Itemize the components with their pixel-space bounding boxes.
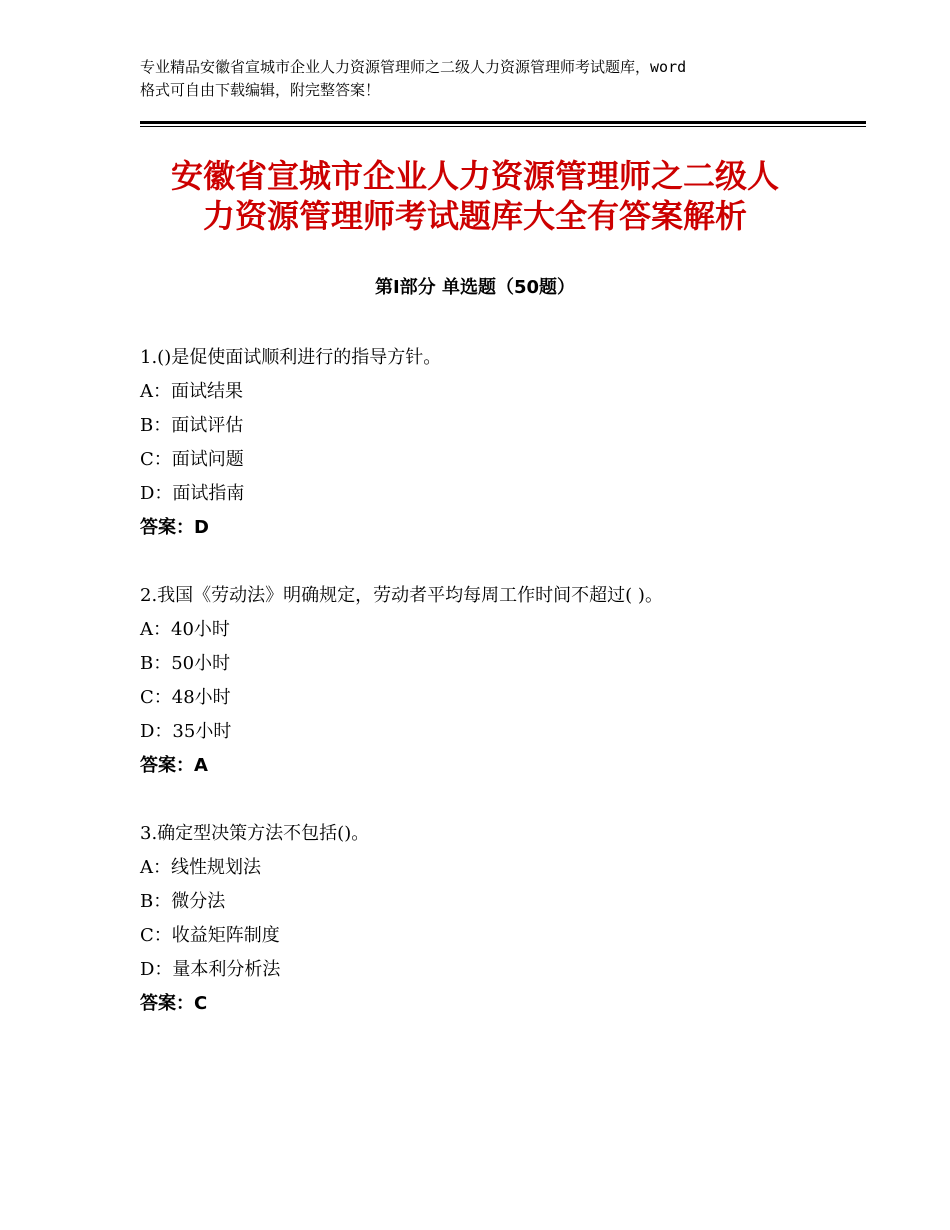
question-stem: 2.我国《劳动法》明确规定，劳动者平均每周工作时间不超过( )。 [140, 585, 663, 606]
option-d: D：量本利分析法 [140, 959, 281, 980]
option-c: C：48小时 [140, 687, 231, 708]
option-b: B：50小时 [140, 653, 231, 674]
section-heading: 第Ⅰ部分 单选题（50题） [374, 277, 575, 298]
option-d: D：35小时 [140, 721, 232, 742]
question-stem: 3.确定型决策方法不包括()。 [140, 823, 370, 844]
option-d: D：面试指南 [140, 483, 245, 504]
question-stem: 1.()是促使面试顺利进行的指导方针。 [140, 347, 442, 368]
option-b: B：微分法 [140, 891, 226, 912]
header-rule-thick [140, 121, 866, 124]
question-list [140, 341, 860, 1055]
header-rule-thin [140, 126, 866, 127]
document-title-line-2: 力资源管理师考试题库大全有答案解析 [202, 197, 747, 235]
question-3 [140, 817, 860, 1021]
question-1 [140, 341, 860, 545]
option-b: B：面试评估 [140, 415, 244, 436]
option-a: A：线性规划法 [140, 857, 261, 878]
question-2 [140, 579, 860, 783]
answer: 答案：A [140, 755, 208, 776]
option-c: C：收益矩阵制度 [140, 925, 280, 946]
answer: 答案：C [140, 993, 208, 1014]
option-a: A：40小时 [140, 619, 230, 640]
document-title-line-1: 安徽省宣城市企业人力资源管理师之二级人 [170, 157, 779, 195]
option-c: C：面试问题 [140, 449, 244, 470]
option-a: A：面试结果 [140, 381, 243, 402]
document-title [100, 156, 850, 236]
answer: 答案：D [140, 517, 209, 538]
header-note [140, 56, 830, 102]
header-note-line-2: 格式可自由下载编辑，附完整答案！ [140, 81, 381, 99]
header-note-line-1: 专业精品安徽省宣城市企业人力资源管理师之二级人力资源管理师考试题库，word [140, 58, 687, 76]
